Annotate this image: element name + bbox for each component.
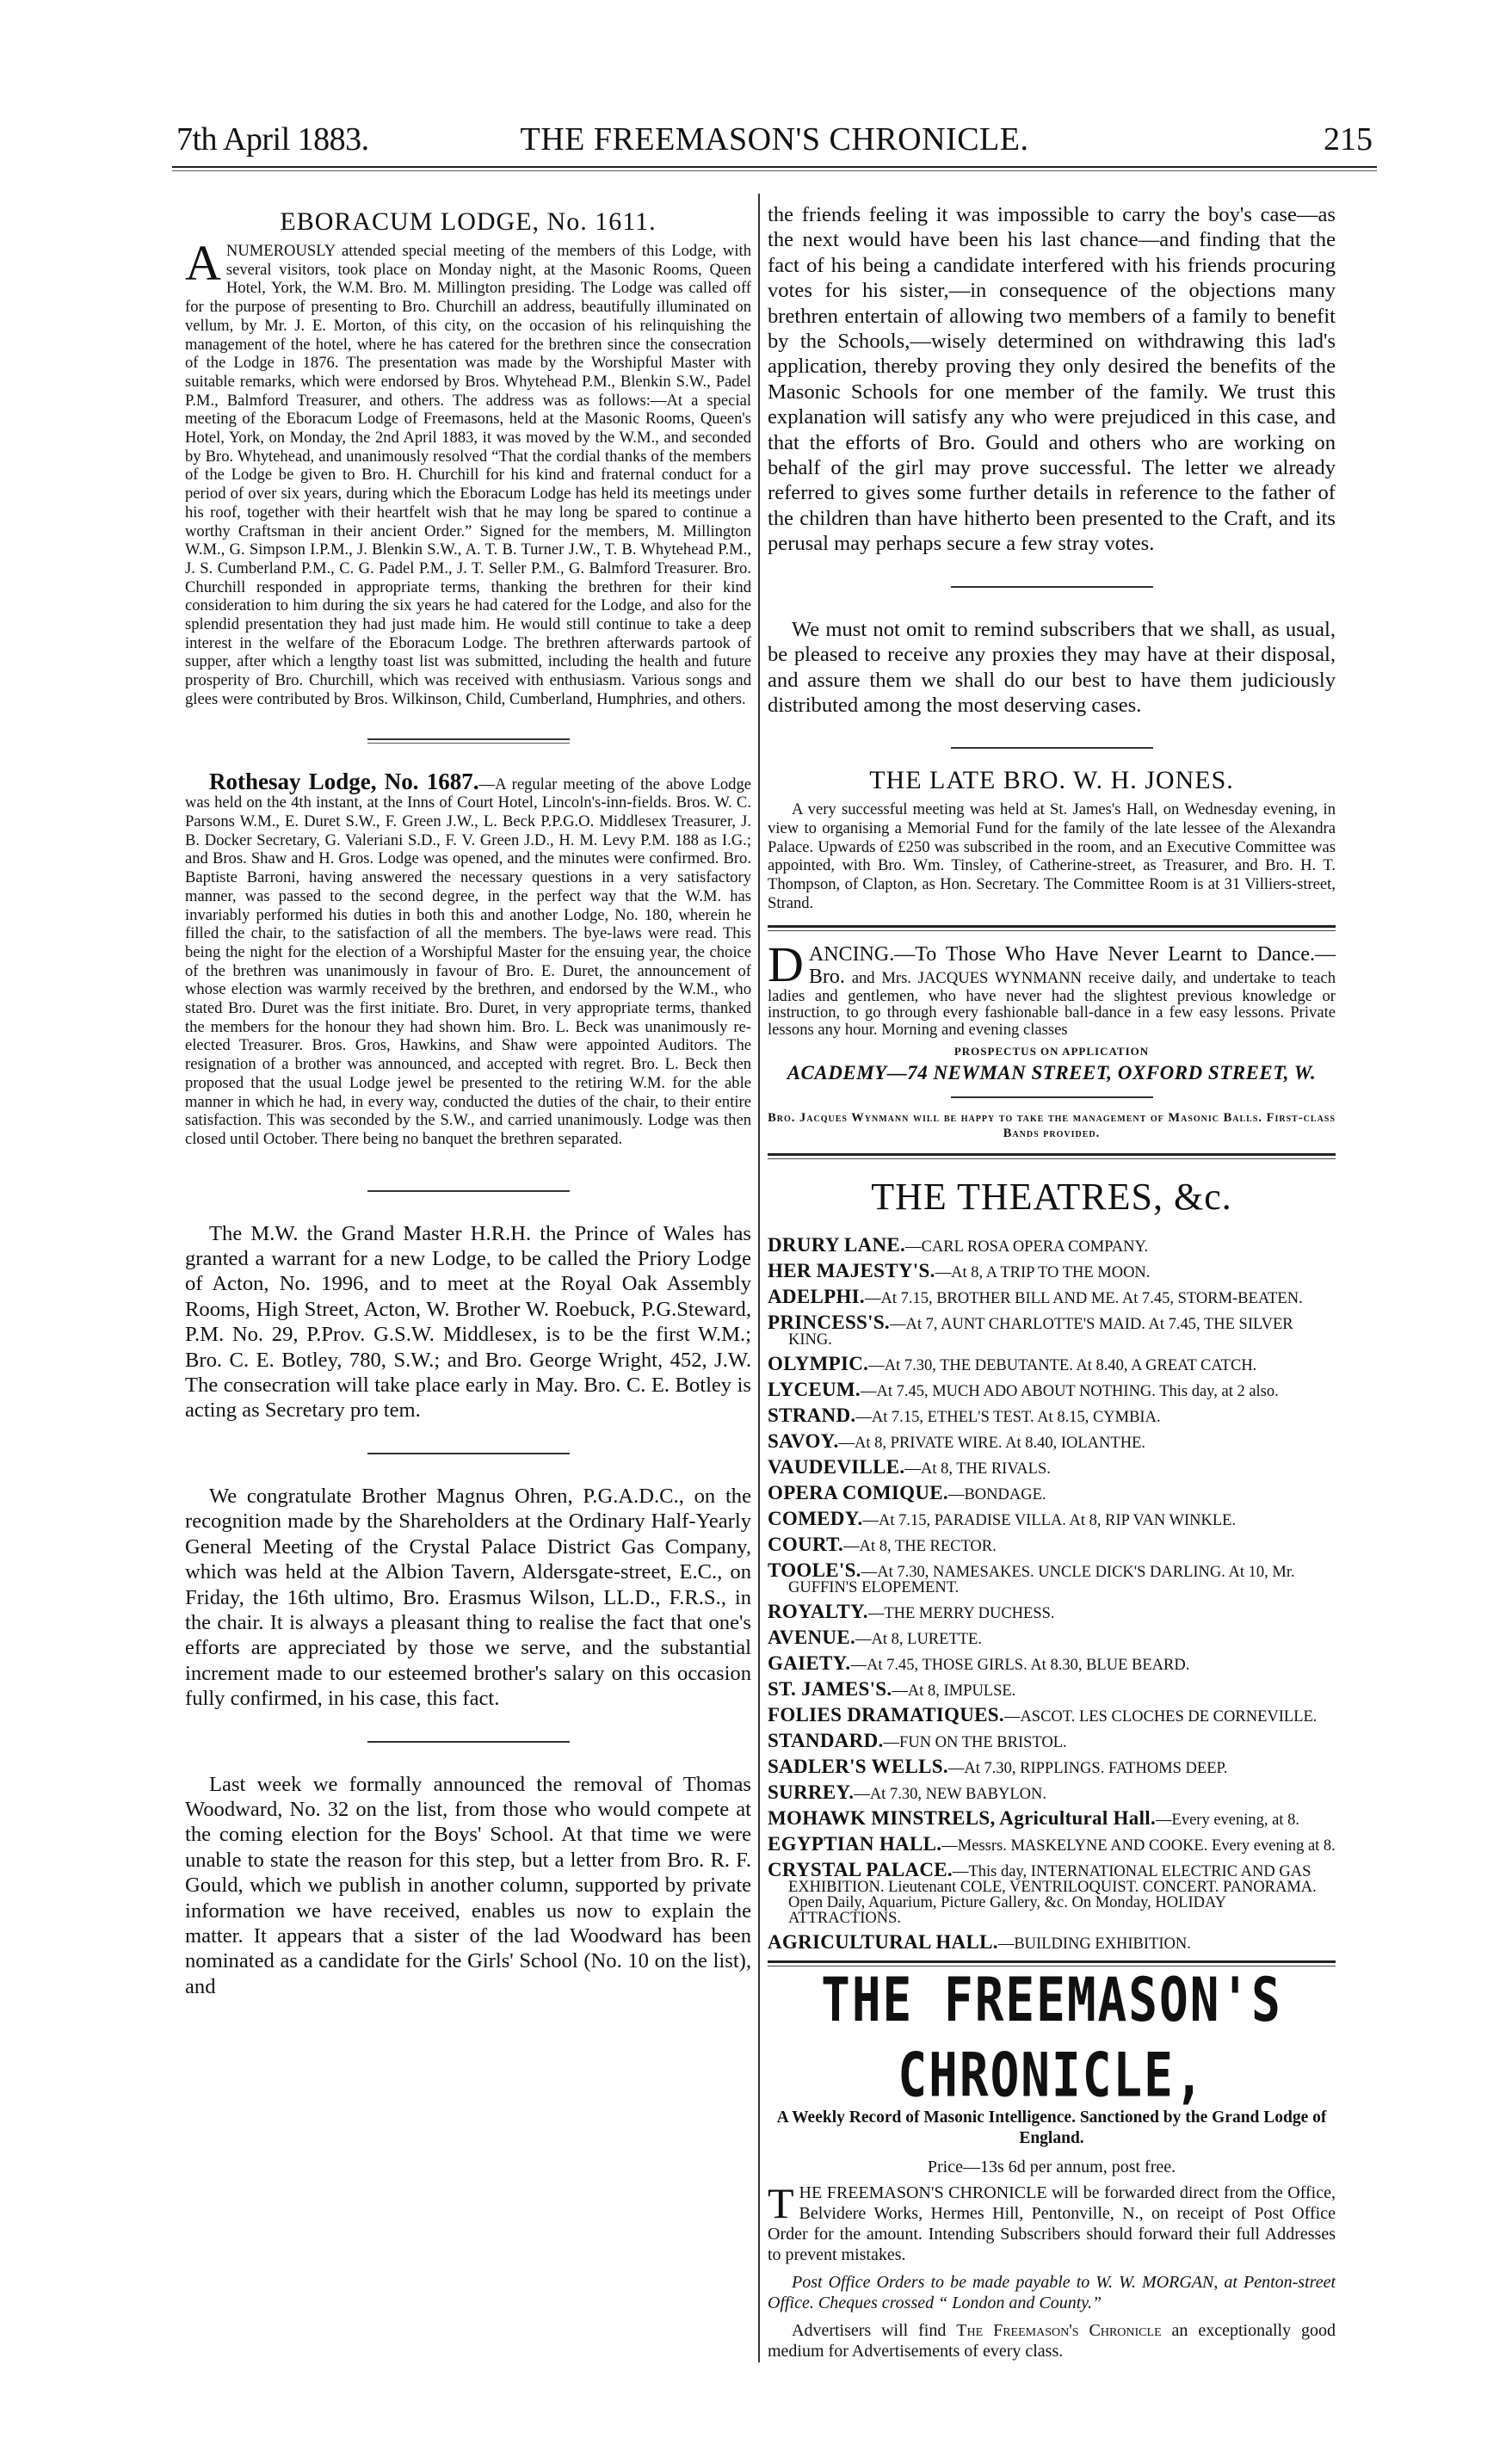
article-priory-lodge — [185, 1221, 751, 1423]
theatre-performance: —Every evening, at 8. — [1156, 1812, 1299, 1830]
theatre-entry — [768, 1508, 1336, 1530]
chronicle-advertisers-note — [768, 2320, 1336, 2361]
article-text: We congratulate Brother Magnus Ohren, P.G.A.D.C., on the recognition made by the Shareholders at the Ordinary Half-Yearly General Meeting of the Crystal Palace District Gas Company, which was held at the Albion Tavern, Aldersgate-street, E.C., on Friday, the 16th ultimo, Bro. Erasmus Wilson, LL.D., F.R.S., in the chair. It is always a pleasant thing to realise the fact that one's efforts are appreciated by those we serve, and the substantial increment made to our esteemed brother's salary on this occasion fully confirmed, in his case, this fact. — [185, 1484, 751, 1711]
article-lead: Rothesay Lodge, No. 1687. — [209, 768, 479, 794]
theatre-entry — [768, 1652, 1336, 1675]
chronicle-forwarding-note — [768, 2179, 1336, 2265]
theatre-performance: —At 7, AUNT CHARLOTTE'S MAID. At 7.45, THE SILVER KING. — [788, 1316, 1293, 1349]
theatre-name: AVENUE. — [768, 1627, 856, 1649]
article-body — [185, 235, 751, 709]
advert-freemasons-chronicle — [768, 1966, 1336, 2361]
theatre-performance: —THE MERRY DUCHESS. — [867, 1605, 1055, 1623]
article-text: The M.W. the Grand Master H.R.H. the Prince of Wales has granted a warrant for a new Lodge, to be called the Priory Lodge of Acton, No. 1996, and to meet at the Royal Oak Assembly Rooms, High Street, Acton, W. Brother W. Roebuck, P.G.Steward, P.M. No. 29, P.Prov. G.S.W. Middlesex, is to be the first W.M.; Bro. C. E. Botley, 780, S.W.; and Bro. George Wright, 452, J.W. The consecration will take place early in May. Bro. C. E. Botley is acting as Secretary pro tem. — [185, 1221, 751, 1423]
article-eboracum-lodge — [185, 207, 751, 709]
chronicle-ad-title: THE FREEMASON'S CHRONICLE, — [821, 1966, 1282, 2111]
theatre-entry — [768, 1260, 1336, 1282]
theatre-performance: —At 8, PRIVATE WIRE. At 8.40, IOLANTHE. — [838, 1435, 1145, 1453]
theatre-performance: —At 8, LURETTE. — [855, 1631, 982, 1649]
masthead-rule — [172, 166, 1377, 168]
chronicle-ad-price: Price—13s 6d per annum, post free. — [927, 2158, 1176, 2177]
advert-prospectus: PROSPECTUS ON APPLICATION — [953, 1045, 1150, 1059]
forwarding-text: HE FREEMASON'S CHRONICLE will be forwarded direct from the Office, Belvidere Works, Hermes Hill, Pentonville, N., on receipt of Post Office Order for the amount. Intending Subscribers should forward their full Addresses to prevent mistakes. — [768, 2183, 1336, 2265]
theatre-entry — [768, 1405, 1336, 1427]
theatre-name: ADELPHI. — [768, 1286, 865, 1308]
article-title: EBORACUM LODGE, No. 1611. — [280, 207, 657, 236]
theatre-performance: —At 7.15, PARADISE VILLA. At 8, RIP VAN WINKLE. — [862, 1512, 1237, 1530]
theatre-entry — [768, 1559, 1336, 1597]
advertisers-tail: an exceptionally good medium for Advertisements of every class. — [768, 2321, 1336, 2361]
theatres-title: THE THEATRES, &c. — [871, 1176, 1232, 1219]
theatre-performance: —At 7.30, NEW BABYLON. — [854, 1786, 1047, 1804]
theatre-entry — [768, 1379, 1336, 1401]
masthead-rule-secondary — [172, 170, 1377, 171]
advertisers-publication-name: The Freemason's Chronicle — [956, 2321, 1162, 2341]
article-late-bro-jones — [768, 766, 1336, 912]
theatre-name: FOLIES DRAMATIQUES. — [768, 1704, 1004, 1726]
advert-address: ACADEMY—74 NEWMAN STREET, OXFORD STREET, W. — [787, 1062, 1317, 1084]
theatre-entry — [768, 1781, 1336, 1804]
theatre-entry — [768, 1286, 1336, 1308]
theatre-name: CRYSTAL PALACE. — [768, 1859, 953, 1881]
theatre-name: SADLER'S WELLS. — [768, 1756, 948, 1778]
advert-text: and Mrs. JACQUES WYNMANN receive daily, and undertake to teach ladies and gentlemen, who have never had the slightest previous knowledge or instruction, to go through every fashionable ball-dance in a few easy lessons. Private lessons any hour. Morning and evening classes — [768, 968, 1336, 1039]
theatre-list — [768, 1234, 1336, 1954]
theatre-performance: —At 8, A TRIP TO THE MOON. — [935, 1264, 1151, 1282]
theatre-entry — [768, 1807, 1336, 1830]
article-text: the friends feeling it was impossible to carry the boy's case—as the next would have been his last chance—and finding that the fact of his being a candidate interfered with his friends procuring votes for his sister,—in consequence of the objections many brethren entertain of allowing two members of a family to benefit by the Schools,—wisely determined on withdrawing this lad's application, thereby proving they only desired the benefits of the Masonic Schools for one member of the family. We trust this explanation will satisfy any who were prejudiced in this case, and that the efforts of Bro. Gould and others who are working on behalf of the girl may prove successful. The letter we already referred to gives some further details in reference to the father of the children than have hitherto been presented to the Craft, and its perusal may perhaps secure a few stray votes. — [768, 203, 1336, 556]
theatre-entry — [768, 1931, 1336, 1954]
theatre-name: STRAND. — [768, 1405, 856, 1427]
drop-cap: A — [185, 235, 221, 291]
theatre-entry — [768, 1312, 1336, 1349]
advert-divider — [768, 925, 1336, 931]
theatre-name: PRINCESS'S. — [768, 1312, 890, 1334]
advert-headline: ANCING.—To Those Who Have Never Learnt to Dance.—Bro. — [808, 942, 1336, 988]
page-number: 215 — [1324, 121, 1373, 157]
theatre-name: COURT. — [768, 1534, 844, 1556]
advert-divider — [768, 1153, 1336, 1159]
advert-body — [768, 935, 1336, 1039]
right-column — [768, 202, 1336, 2361]
theatre-performance: —At 7.30, RIPPLINGS. FATHOMS DEEP. — [947, 1760, 1228, 1778]
theatre-name: HER MAJESTY'S. — [768, 1260, 935, 1282]
drop-cap: T — [768, 2179, 794, 2228]
theatre-performance: —This day, INTERNATIONAL ELECTRIC AND GAS EXHIBITION. Lieutenant COLE, VENTRILOQUIST. CONCERT. PANORAMA. Open Daily, Aquarium, Picture Gallery, &c. On Monday, HOLIDAY ATTRACTIONS. — [788, 1863, 1317, 1928]
theatre-performance: —At 8, THE RIVALS. — [904, 1460, 1051, 1479]
column-divider — [758, 194, 760, 2362]
theatre-entry — [768, 1430, 1336, 1453]
article-proxies — [768, 617, 1336, 719]
theatre-performance: —At 8, IMPULSE. — [892, 1682, 1016, 1701]
left-column — [185, 202, 751, 1999]
theatre-performance: —ASCOT. LES CLOCHES DE CORNEVILLE. — [1003, 1708, 1318, 1726]
chronicle-orders-note: Post Office Orders to be made payable to W. W. MORGAN, at Penton-street Office. Cheques crossed “ London and County.” — [768, 2273, 1336, 2313]
article-woodward-part1 — [185, 1772, 751, 2000]
theatre-name: VAUDEVILLE. — [768, 1456, 905, 1479]
theatre-entry — [768, 1456, 1336, 1479]
theatre-name: GAIETY. — [768, 1652, 851, 1675]
theatre-performance: —At 7.45, THOSE GIRLS. At 8.30, BLUE BEARD. — [850, 1657, 1190, 1675]
theatre-entry — [768, 1234, 1336, 1256]
article-text: attended special meeting of the members of this Lodge, with several visitors, took place on Monday night, at the Masonic Rooms, Queen Hotel, York, the W.M. Bro. M. Millington presiding. The Lodge was called off for the purpose of presenting to Bro. Churchill an address, beautifully illuminated on vellum, by Mr. J. E. Morton, of this city, on the occasion of his relinquishing the management of the hotel, where he has catered for the brethren since the consecration of the Lodge in 1876. The presentation was made by the Worshipful Master with suitable remarks, which were endorsed by Bros. Whytehead P.M., Blenkin S.W., Padel P.M., Balmford Treasurer, and others. The address was as follows:—At a special meeting of the Eboracum Lodge of Freemasons, held at the Masonic Rooms, Queen's Hotel, York, on Monday, the 2nd April 1883, it was moved by the W.M., and seconded by Bro. Whytehead, and unanimously resolved “That the cordial thanks of the members of the Lodge be given to Bro. H. Churchill for his kind and fraternal conduct for a period of over six years, during which the Eboracum Lodge has held its meetings under his roof, together with their heartfelt wish that he may long be spared to continue a worthy Craftsman in their ancient Order.” Signed for the members, M. Millington W.M., G. Simpson I.P.M., J. Blenkin S.W., A. T. B. Turner J.W., T. B. Whytehead P.M., J. S. Cumberland P.M., C. G. Padel P.M., J. T. Seller P.M., G. Balmford Treasurer. Bro. Churchill responded in appropriate terms, thanking the brethren for their kind consideration to him during the six years he had catered for the Lodge, and also for the splendid presentation they had just made him. He would still continue to take a deep interest in the welfare of the Eboracum Lodge. The brethren afterwards partook of supper, after which a lengthy toast list was submitted, including the health and future prosperity of Bro. Churchill, which was received with enthusiasm. Various songs and glees were contributed by Bros. Wilkinson, Child, Cumberland, Humphries, and others. — [185, 242, 751, 708]
theatre-entry — [768, 1353, 1336, 1375]
theatre-name: SAVOY. — [768, 1430, 839, 1453]
theatre-performance: —At 7.15, ETHEL'S TEST. At 8.15, CYMBIA. — [855, 1409, 1161, 1427]
theatre-name: DRURY LANE. — [768, 1234, 906, 1256]
theatre-name: TOOLE'S. — [768, 1559, 861, 1582]
chronicle-ad-body — [768, 2179, 1336, 2361]
theatre-name: ST. JAMES'S. — [768, 1678, 892, 1701]
theatre-performance: —BUILDING EXHIBITION. — [997, 1935, 1191, 1954]
theatre-entry — [768, 1704, 1336, 1726]
theatre-performance: —At 7.30, THE DEBUTANTE. At 8.40, A GREAT CATCH. — [868, 1357, 1257, 1375]
theatre-name: LYCEUM. — [768, 1379, 861, 1401]
article-text: We must not omit to remind subscribers that we shall, as usual, be pleased to receive any proxies they may have at their disposal, and assure them we shall do our best to have them judiciously distributed among the most deserving cases. — [768, 617, 1336, 717]
theatre-entry — [768, 1859, 1336, 1928]
theatre-entry — [768, 1730, 1336, 1752]
article-body — [185, 768, 751, 1149]
theatre-performance: —CARL ROSA OPERA COMPANY. — [905, 1238, 1149, 1256]
theatre-performance: —BONDAGE. — [947, 1486, 1046, 1504]
article-text: A very successful meeting was held at St. James's Hall, on Wednesday evening, in view to organising a Memorial Fund for the family of the late lessee of the Alexandra Palace. Upwards of £250 was subscribed in the room, and an Executive Committee was appointed, with Bro. Wm. Tinsley, of Catherine-street, as Treasurer, and Bro. H. T. Thompson, of Clapton, as Hon. Secretary. The Committee Room is at 31 Villiers-street, Strand. — [768, 800, 1336, 912]
theatre-name: EGYPTIAN HALL. — [768, 1833, 942, 1855]
theatre-name: MOHAWK MINSTRELS, Agricultural Hall. — [768, 1807, 1157, 1830]
article-lead: NUMEROUSLY — [225, 242, 336, 260]
issue-date: 7th April 1883. — [176, 121, 369, 157]
advertisers-lead: Advertisers will find — [792, 2321, 947, 2341]
chronicle-ad-subtitle: A Weekly Record of Masonic Intelligence. Sanctioned by the Grand Lodge of England. — [776, 2108, 1327, 2148]
theatre-entry — [768, 1601, 1336, 1623]
masthead — [176, 120, 1373, 172]
theatre-entry — [768, 1678, 1336, 1701]
theatres-listing — [768, 1175, 1336, 1952]
advert-dancing-academy — [768, 935, 1336, 1142]
theatre-entry — [768, 1833, 1336, 1855]
article-text: —A regular meeting of the above Lodge was held on the 4th instant, at the Inns of Court Hotel, Lincoln's-inn-fields. Bros. W. C. Parsons W.M., E. Duret S.W., F. Green J.W., L. Beck P.P.G.O. Middlesex Treasurer, J. B. Docker Secretary, G. Valeriani S.D., F. V. Green J.D., H. M. Levy P.M. 188 as I.G.; and Bros. Shaw and H. Gros. Lodge was opened, and the minutes were confirmed. Bro. Baptiste Barroni, having answered the necessary questions in a very satisfactory manner, was passed to the second degree, in the perfect way that the W.M. has invariably performed his duties in both this and another Lodge, No. 180, wherein he filled the chair, to the satisfaction of all the members. The bye-laws were read. This being the night for the election of a Worshipful Master for the ensuing year, the choice of the brethren was unanimously in favour of Bro. E. Duret, the announcement of whose election was warmly received by the brethren, and endorsed by the W.M., who stated Bro. Duret was the first initiate. Bro. Duret, in very appropriate terms, thanked the members for the honour they had shown him. Bro. L. Beck was unanimously re-elected Treasurer. Bros. Gros, Hawkins, and Shaw were appointed Auditors. The resignation of a brother was announced, and accepted with regret. Bro. L. Beck then proposed that the usual Lodge jewel be presented to the retiring W.M. for the able manner in which he had, in every way, conducted the duties of the chair, to their entire satisfaction. This was seconded by the S.W., and carried unanimously. Lodge was then closed until October. There being no banquet the brethren separated. — [185, 775, 751, 1148]
article-rothesay-lodge — [185, 768, 751, 1149]
theatre-performance: —At 7.30, NAMESAKES. UNCLE DICK'S DARLING. At 10, Mr. GUFFIN'S ELOPEMENT. — [788, 1564, 1295, 1597]
theatre-name: OLYMPIC. — [768, 1353, 869, 1375]
theatre-name: SURREY. — [768, 1781, 855, 1804]
theatre-performance: —At 7.45, MUCH ADO ABOUT NOTHING. This day, at 2 also. — [860, 1383, 1279, 1401]
theatre-name: AGRICULTURAL HALL. — [768, 1931, 998, 1954]
article-text: Last week we formally announced the removal of Thomas Woodward, No. 32 on the list, from those who would compete at the coming election for the Boys' School. At that time we were unable to state the reason for this step, but a letter from Bro. R. F. Gould, which we publish in another column, supported by private information we have received, enables us now to explain the matter. It appears that a sister of the lad Woodward has been nominated as a candidate for the Girls' School (No. 10 on the list), and — [185, 1772, 751, 1998]
theatre-performance: —FUN ON THE BRISTOL. — [883, 1734, 1067, 1752]
theatre-entry — [768, 1756, 1336, 1778]
theatre-performance: —At 7.15, BROTHER BILL AND ME. At 7.45, STORM-BEATEN. — [864, 1290, 1303, 1308]
article-woodward-part2 — [768, 202, 1336, 557]
theatre-name: ROYALTY. — [768, 1601, 868, 1623]
theatre-entry — [768, 1482, 1336, 1504]
publication-title: THE FREEMASON'S CHRONICLE. — [520, 121, 1029, 157]
article-title: THE LATE BRO. W. H. JONES. — [869, 766, 1234, 795]
theatre-performance: —At 8, THE RECTOR. — [843, 1538, 997, 1556]
theatre-name: COMEDY. — [768, 1508, 863, 1530]
drop-cap: D — [768, 935, 804, 992]
theatre-performance: —Messrs. MASKELYNE AND COOKE. Every evening at 8. — [941, 1837, 1336, 1855]
advert-management-note: Bro. Jacques Wynmann will be happy to take the management of Masonic Balls. First-class Bands provided. — [768, 1111, 1336, 1141]
theatre-name: STANDARD. — [768, 1730, 884, 1752]
theatre-name: OPERA COMIQUE. — [768, 1482, 948, 1504]
theatre-entry — [768, 1534, 1336, 1556]
theatre-entry — [768, 1627, 1336, 1649]
article-magnus-ohren — [185, 1484, 751, 1712]
